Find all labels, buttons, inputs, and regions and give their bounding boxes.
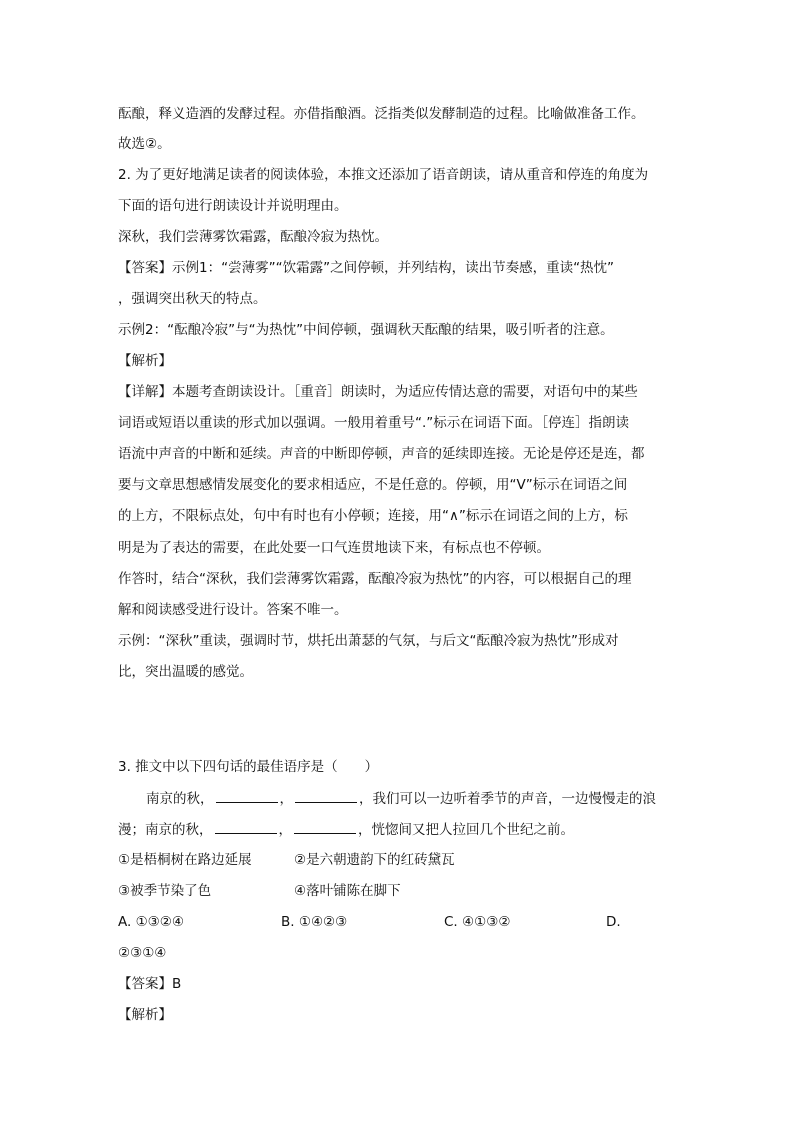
analysis-label: 【解析】 — [118, 353, 172, 369]
question-3-passage — [146, 788, 656, 809]
option-d: D. — [606, 914, 621, 930]
detail-line: 词语或短语以重读的形式加以强调。一般用着重号“.”标示在词语下面。［停连］指朗读 — [118, 415, 630, 431]
option-a: A. ①③②④ — [118, 914, 184, 930]
detail-line: 比，突出温暖的感觉。 — [118, 664, 253, 680]
option-c: C. ④①③② — [444, 914, 511, 930]
passage-text: ，我们可以一边听着季节的声音，一边慢慢走的浪 — [359, 791, 656, 807]
sentence-item: ②是六朝遗韵下的红砖黛瓦 — [294, 852, 455, 868]
passage-text: 漫；南京的秋， — [118, 822, 213, 838]
analysis-label: 【解析】 — [118, 1007, 172, 1023]
passage-text: ， — [278, 822, 292, 838]
text-line: 酝酿，释义造酒的发酵过程。亦借指酿酒。泛指类似发酵制造的过程。比喻做准备工作。 — [118, 106, 645, 122]
detail-line: 明是为了表达的需要，在此处要一口气连贯地读下来，有标点也不停顿。 — [118, 540, 550, 556]
answer-text: 【答案】示例1：“尝薄雾”“饮霜露”之间停顿，并列结构，读出节奏感，重读“热忱” — [118, 260, 615, 276]
fill-blank — [295, 788, 357, 803]
question-2-text: 下面的语句进行朗读设计并说明理由。 — [118, 198, 348, 214]
sentence-item: ③被季节染了色 — [118, 883, 212, 899]
answer-text: 示例2：“酝酿冷寂”与“为热忱”中间停顿，强调秋天酝酿的结果，吸引听者的注意。 — [118, 322, 614, 338]
passage-text: 南京的秋， — [146, 791, 214, 807]
question-2-text: 2. 为了更好地满足读者的阅读体验，本推文还添加了语音朗读，请从重音和停连的角度为 — [118, 167, 649, 183]
option-d-value: ②③①④ — [118, 945, 167, 961]
sentence-item: ①是梧桐树在路边延展 — [118, 852, 252, 868]
fill-blank — [215, 819, 277, 834]
fill-blank — [216, 788, 278, 803]
detail-line: 要与文章思想感情发展变化的要求相适应，不是任意的。停顿，用“V”标示在词语之间 — [118, 477, 628, 493]
question-3-passage — [118, 819, 574, 840]
answer-text: ，强调突出秋天的特点。 — [118, 291, 267, 307]
detail-line: 语流中声音的中断和延续。声音的中断即停顿，声音的延续即连接。无论是停还是连，都 — [118, 446, 645, 462]
detail-line: 作答时，结合“深秋，我们尝薄雾饮霜露，酝酿冷寂为热忱”的内容，可以根据自己的理 — [118, 571, 632, 587]
question-3-text: 3. 推文中以下四句话的最佳语序是（ ） — [118, 759, 379, 775]
answer-text: 【答案】B — [118, 976, 182, 992]
sentence-item: ④落叶铺陈在脚下 — [294, 883, 401, 899]
text-line: 故选②。 — [118, 136, 171, 152]
detail-line: 的上方，不限标点处，句中有时也有小停顿；连接，用“∧”标示在词语之间的上方，标 — [118, 508, 628, 524]
option-b: B. ①④②③ — [281, 914, 348, 930]
detail-line: 示例：“深秋”重读，强调时节，烘托出萧瑟的气氛，与后文“酝酿冷寂为热忱”形成对 — [118, 633, 619, 649]
detail-line: 【详解】本题考查朗读设计。［重音］朗读时，为适应传情达意的需要，对语句中的某些 — [118, 384, 638, 400]
detail-line: 解和阅读感受进行设计。答案不唯一。 — [118, 602, 348, 618]
passage-text: ， — [279, 791, 293, 807]
fill-blank — [294, 819, 356, 834]
passage-text: ，恍惚间又把人拉回几个世纪之前。 — [358, 822, 574, 838]
question-2-sentence: 深秋，我们尝薄雾饮霜露，酝酿冷寂为热忱。 — [118, 229, 388, 245]
